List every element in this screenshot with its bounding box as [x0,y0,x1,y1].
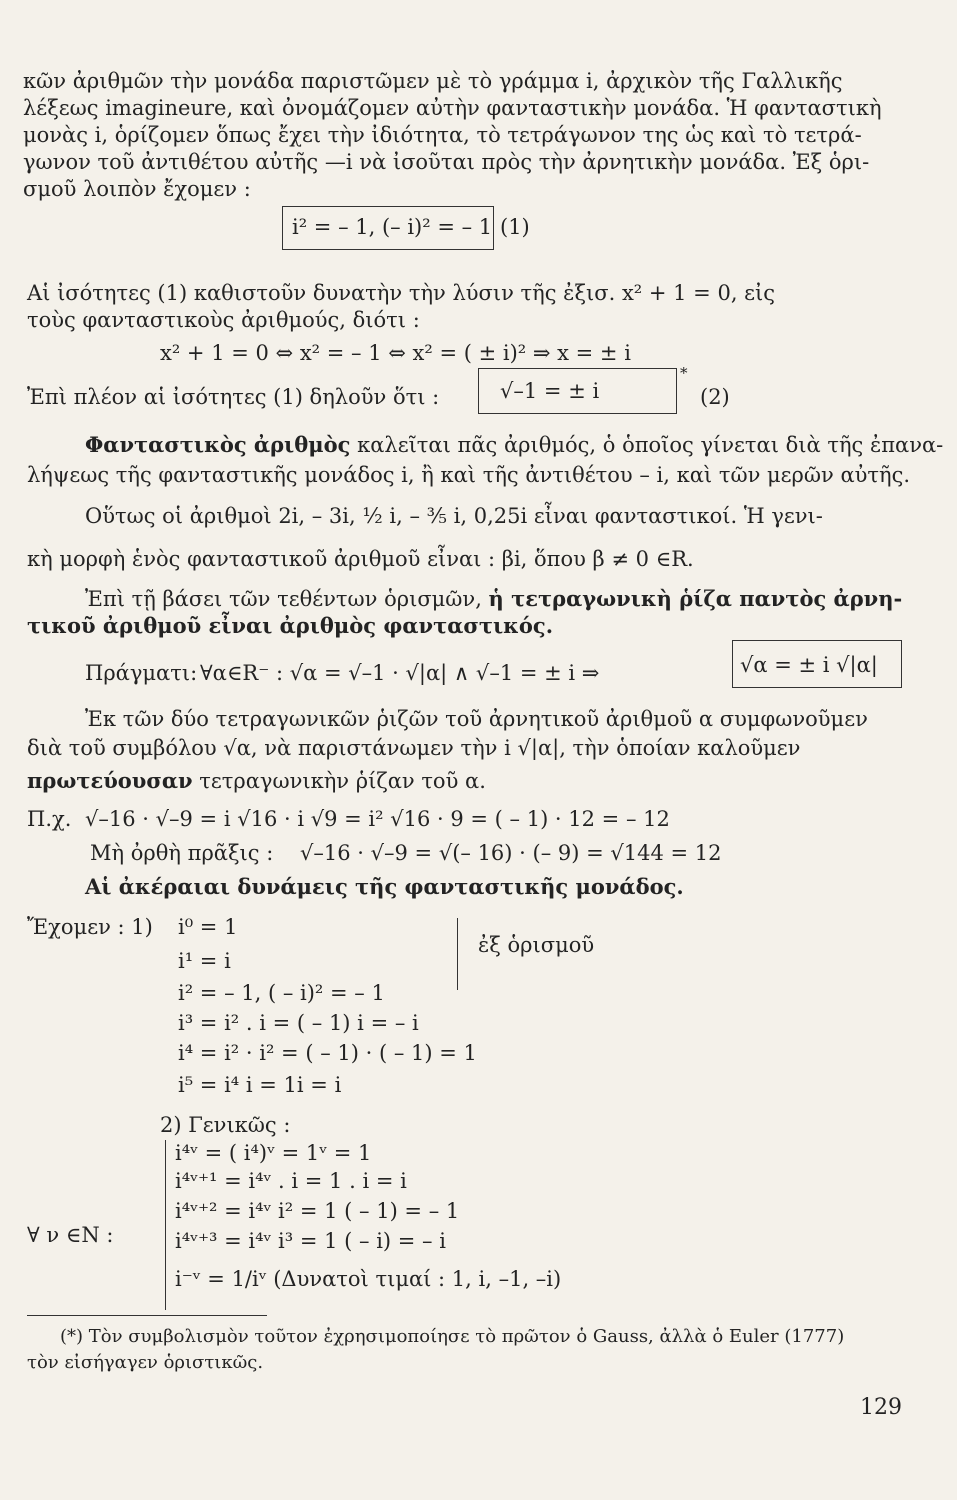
definition-note: ἐξ ὁρισμοῦ [478,933,595,957]
examples-line: Οὕτως οἱ ἀριθμοὶ 2i, – 3i, ½ i, – ³⁄₅ i, 0,25i εἶναι φανταστικοί. Ἡ γενι- [85,504,823,528]
power-row: i⁵ = i⁴ i = 1i = i [178,1073,342,1097]
general-label: 2) Γενικῶς : [160,1113,291,1137]
footnote-marker: * [680,364,688,382]
wrong-expression: √–16 · √–9 = √(– 16) · (– 9) = √144 = 12 [300,841,722,865]
general-quantifier: ∀ ν ∈N : [27,1223,114,1247]
equation-3: √–1 = ± i [500,379,600,403]
paragraph-line [27,768,486,794]
thesis-line [85,586,902,612]
proof-expression: ∀α∈R⁻ : √α = √–1 · √|α| ∧ √–1 = ± i ⇒ [200,661,600,685]
general-row: i⁴ᵛ⁺¹ = i⁴ᵛ . i = 1 . i = i [175,1169,407,1193]
term-bold: πρωτεύουσαν [27,768,193,793]
equation-2: x² + 1 = 0 ⇔ x² = – 1 ⇔ x² = ( ± i)² ⇒ x = ± i [160,341,631,365]
power-row: i³ = i² . i = ( – 1) i = – i [178,1011,419,1035]
general-row: i⁴ᵛ⁺² = i⁴ᵛ i² = 1 ( – 1) = – 1 [175,1199,460,1223]
paragraph-line: σμοῦ λοιπὸν ἔχομεν : [23,177,251,201]
footnote-line: (*) Τὸν συμβολισμὸν τοῦτον ἐχρησιμοποίησε τὸ πρῶτον ὁ Gauss, ἀλλὰ ὁ Euler (1777) [60,1326,845,1347]
paragraph-text: τετραγωνικὴν ῥίζαν τοῦ α. [192,769,486,793]
proof-result: √α = ± i √|α| [740,653,878,677]
definition-term: Φανταστικὸς ἀριθμὸς [85,432,351,457]
paragraph-line: λέξεως imagineure, καὶ ὀνομάζομεν αὐτὴν φανταστικὴν μονάδα. Ἡ φανταστικὴ [23,96,882,120]
paragraph-line: κῶν ἀριθμῶν τὴν μονάδα παριστῶμεν μὲ τὸ γράμμα i, ἀρχικὸν τῆς Γαλλικῆς [23,69,843,93]
example-label: Π.χ. [27,807,72,831]
power-row: i⁴ = i² · i² = ( – 1) · ( – 1) = 1 [178,1041,477,1065]
example-expression: √–16 · √–9 = i √16 · i √9 = i² √16 · 9 = ( – 1) · 12 = – 12 [85,807,670,831]
equation-1: i² = – 1, (– i)² = – 1 [292,215,493,239]
powers-intro: Ἔχομεν : 1) [27,915,153,939]
equation-3-intro: Ἐπὶ πλέον αἱ ἰσότητες (1) δηλοῦν ὅτι : [27,385,440,409]
power-row: i² = – 1, ( – i)² = – 1 [178,981,385,1005]
thesis-bold: ἡ τετραγωνικὴ ῥίζα παντὸς ἀρνη- [488,586,903,611]
thesis-line: τικοῦ ἀριθμοῦ εἶναι ἀριθμὸς φανταστικός. [27,613,554,638]
footnote-rule [27,1315,267,1316]
general-row: i⁴ᵛ⁺³ = i⁴ᵛ i³ = 1 ( – i) = – i [175,1229,446,1253]
section-heading: Αἱ ἀκέραιαι δυνάμεις τῆς φανταστικῆς μονάδος. [85,874,684,899]
thesis-text: Ἐπὶ τῇ βάσει τῶν τεθέντων ὁρισμῶν, [85,587,489,611]
footnote-line: τὸν εἰσήγαγεν ὁριστικῶς. [27,1352,264,1373]
definition-line: λήψεως τῆς φανταστικῆς μονάδος i, ἢ καὶ τῆς ἀντιθέτου – i, καὶ τῶν μερῶν αὐτῆς. [27,463,911,487]
general-row: i⁻ᵛ = 1/iᵛ (Δυνατοὶ τιμαί : 1, i, –1, –i) [175,1267,562,1291]
paragraph-line: μονὰς i, ὁρίζομεν ὅπως ἔχει τὴν ἰδιότητα, τὸ τετράγωνον της ὡς καὶ τὸ τετρά- [23,123,862,147]
paragraph-line: Αἱ ἰσότητες (1) καθιστοῦν δυνατὴν τὴν λύσιν τῆς ἐξισ. x² + 1 = 0, εἰς [27,281,776,305]
definition-text: καλεῖται πᾶς ἀριθμός, ὁ ὁποῖος γίνεται διὰ τῆς ἐπανα- [350,433,944,457]
paragraph-line: Ἐκ τῶν δύο τετραγωνικῶν ῥιζῶν τοῦ ἀρνητικοῦ ἀριθμοῦ α συμφωνοῦμεν [85,707,868,731]
wrong-label: Μὴ ὀρθὴ πρᾶξις : [90,841,274,865]
brace-line [165,1140,166,1310]
equation-1-label: (1) [500,215,530,239]
paragraph-line: διὰ τοῦ συμβόλου √α, νὰ παριστάνωμεν τὴν i √|α|, τὴν ὁποίαν καλοῦμεν [27,736,801,760]
page-number: 129 [860,1395,902,1420]
definition-line [85,432,943,458]
power-row: i¹ = i [178,949,231,973]
general-row: i⁴ᵛ = ( i⁴)ᵛ = 1ᵛ = 1 [175,1141,372,1165]
paragraph-line: τοὺς φανταστικοὺς ἀριθμούς, διότι : [27,308,420,332]
power-row: i⁰ = 1 [178,915,238,939]
equation-3-label: (2) [700,385,730,409]
paragraph-line: γωνον τοῦ ἀντιθέτου αὐτῆς —i νὰ ἰσοῦται πρὸς τὴν ἀρνητικὴν μονάδα. Ἐξ ὁρι- [23,150,870,174]
brace-line [457,918,458,990]
examples-line: κὴ μορφὴ ἑνὸς φανταστικοῦ ἀριθμοῦ εἶναι : βi, ὅπου β ≠ 0 ∈R. [27,547,694,571]
proof-label: Πράγματι: [85,661,198,685]
